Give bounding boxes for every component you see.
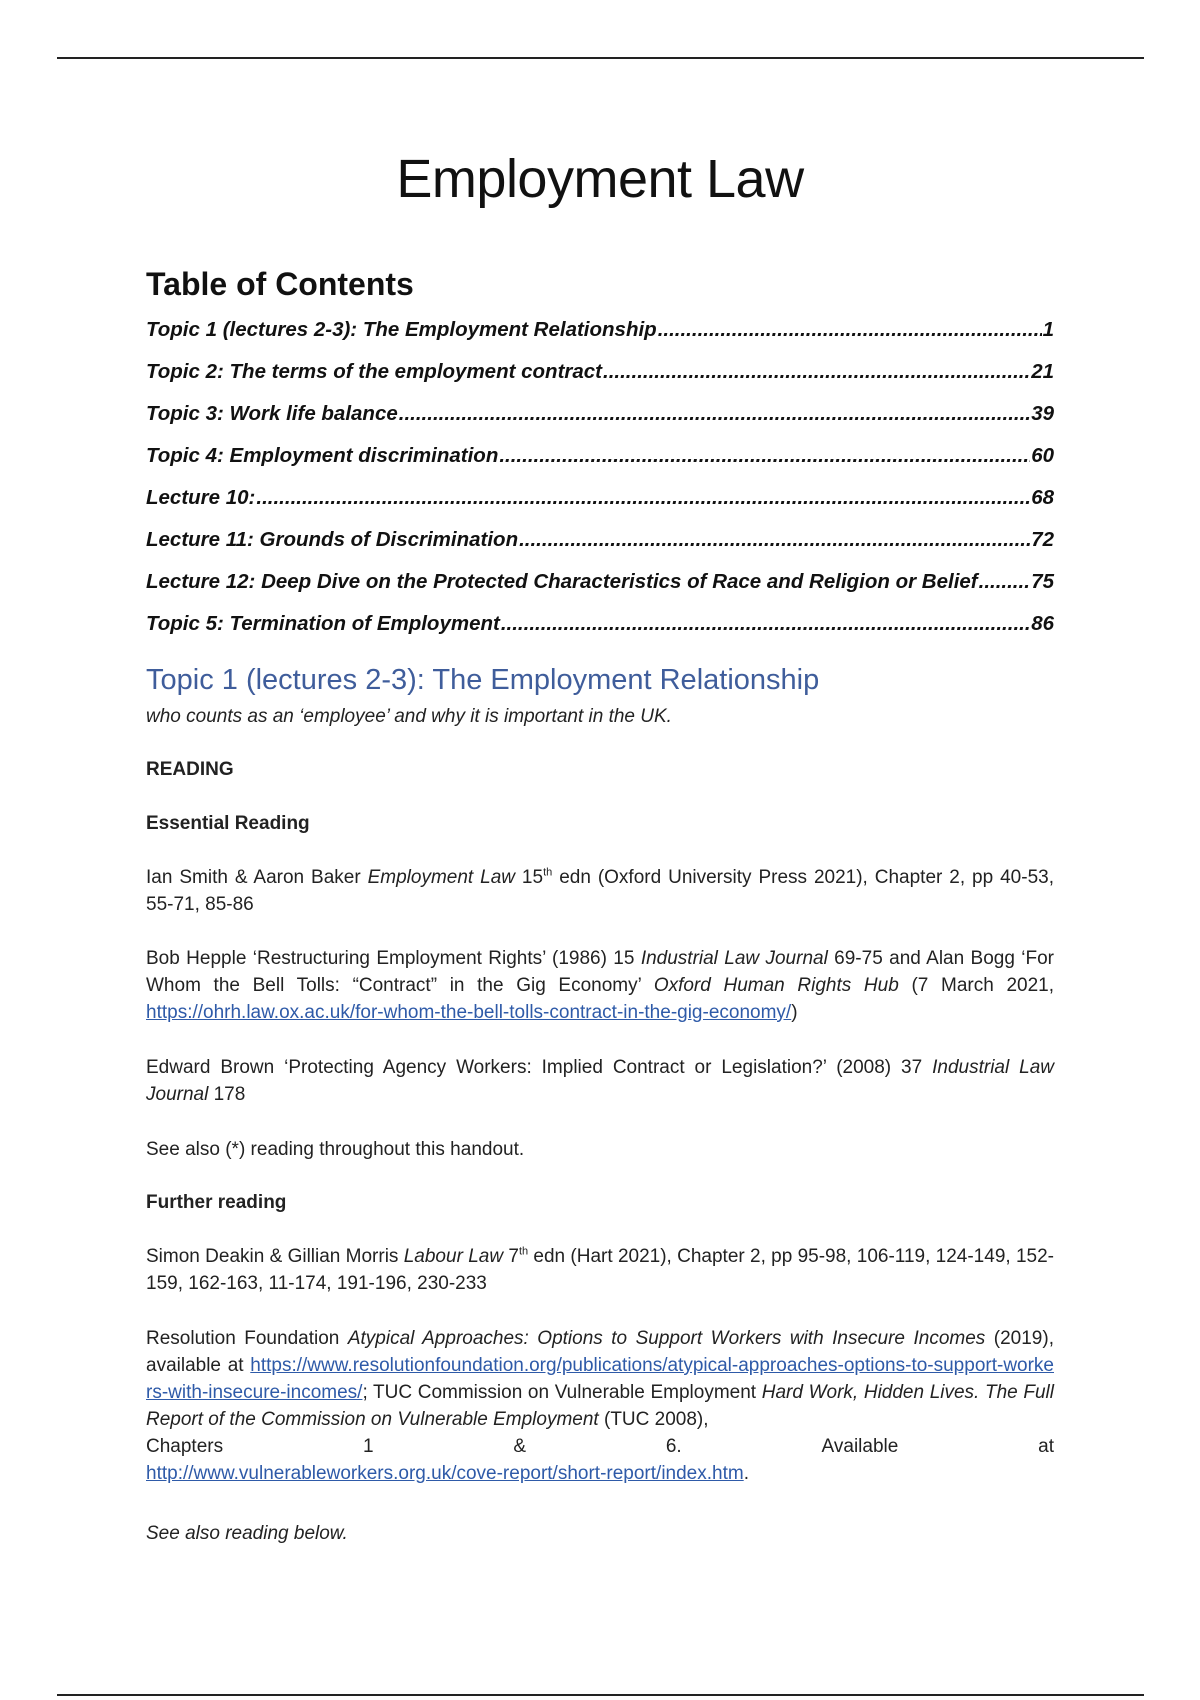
reference-smith-baker: Ian Smith & Aaron Baker Employment Law 15th edn (Oxford University Press 2021), Chapter 2, pp 40-53, 55-71, 85-86 xyxy=(146,866,1054,915)
table-of-contents xyxy=(146,318,1054,654)
toc-entry[interactable] xyxy=(146,486,1054,528)
toc-heading: Table of Contents xyxy=(146,266,414,302)
toc-entry-label: Lecture 10: xyxy=(146,486,256,509)
vulnerable-workers-link[interactable]: http://www.vulnerableworkers.org.uk/cove-report/short-report/index.htm xyxy=(146,1463,744,1484)
toc-entry-page: 39 xyxy=(1031,402,1054,425)
toc-entry-page: 86 xyxy=(1031,612,1054,635)
reference-resolution-tuc: Resolution Foundation Atypical Approaches: Options to Support Workers with Insecure Incomes (2019), available at https://www.resolutionfoundation.org/publications/atypical-approaches-options-to-support-workers-with-insecure-incomes/; TUC Commission on Vulnerable Employment Hard Work, Hidden Lives. The Full Report of the Commission on Vulnerable Employment (TUC 2008), Chapters 1 & 6. Available at http://www.vulnerableworkers.org.uk/cove-report/short-report/index.htm. xyxy=(146,1328,1054,1484)
toc-entry[interactable] xyxy=(146,612,1054,654)
reference-hepple-bogg: Bob Hepple ‘Restructuring Employment Rights’ (1986) 15 Industrial Law Journal 69-75 and Alan Bogg ‘For Whom the Bell Tolls: “Contract” in the Gig Economy’ Oxford Human Rights Hub (7 March 2021, https://ohrh.law.ox.ac.uk/for-whom-the-bell-tolls-contract-in-the-gig-economy/) xyxy=(146,948,1055,1023)
toc-entry-label: Lecture 11: Grounds of Discrimination xyxy=(146,528,519,551)
toc-leader xyxy=(399,402,1030,426)
chapters-line: Chapters 1 & 6. Available at xyxy=(146,1436,1054,1457)
section-heading: Topic 1 (lectures 2-3): The Employment Relationship xyxy=(146,664,820,696)
toc-entry[interactable] xyxy=(146,360,1054,402)
toc-entry-label: Lecture 12: Deep Dive on the Protected Characteristics of Race and Religion or Belief xyxy=(146,570,978,593)
footer-rule xyxy=(57,1694,1144,1696)
see-also-note: See also (*) reading throughout this handout. xyxy=(146,1139,525,1160)
document-title: Employment Law xyxy=(396,149,804,209)
toc-entry-page: 21 xyxy=(1031,360,1054,383)
toc-entry[interactable] xyxy=(146,570,1054,612)
toc-entry[interactable] xyxy=(146,402,1054,444)
section-subtitle: who counts as an ‘employee’ and why it is important in the UK. xyxy=(146,706,672,727)
toc-entry-label: Topic 4: Employment discrimination xyxy=(146,444,499,467)
essential-reading-label: Essential Reading xyxy=(146,813,310,834)
toc-entry-page: 68 xyxy=(1031,486,1054,509)
toc-entry[interactable] xyxy=(146,444,1054,486)
toc-leader xyxy=(499,444,1030,468)
ohrh-link[interactable]: https://ohrh.law.ox.ac.uk/for-whom-the-bell-tolls-contract-in-the-gig-economy/ xyxy=(146,1002,792,1023)
toc-leader xyxy=(501,612,1030,636)
further-reading-label: Further reading xyxy=(146,1192,287,1213)
toc-entry-label: Topic 3: Work life balance xyxy=(146,402,398,425)
reading-label: READING xyxy=(146,759,234,780)
see-also-below-note: See also reading below. xyxy=(146,1523,348,1544)
resolution-foundation-link[interactable]: https://www.resolutionfoundation.org/publications/atypical-approaches-options-to-support-workers-with-insecure-incomes/ xyxy=(146,1355,1054,1403)
toc-entry-label: Topic 2: The terms of the employment contract xyxy=(146,360,603,383)
toc-entry-label: Topic 1 (lectures 2-3): The Employment Relationship xyxy=(146,318,657,341)
toc-leader xyxy=(658,318,1042,342)
toc-entry-page: 72 xyxy=(1031,528,1054,551)
toc-leader xyxy=(979,570,1031,594)
toc-entry-page: 60 xyxy=(1031,444,1054,467)
reference-brown: Edward Brown ‘Protecting Agency Workers: Implied Contract or Legislation?’ (2008) 37 Industrial Law Journal 178 xyxy=(146,1057,1054,1105)
reference-deakin-morris: Simon Deakin & Gillian Morris Labour Law 7th edn (Hart 2021), Chapter 2, pp 95-98, 106-119, 124-149, 152-159, 162-163, 11-174, 191-196, 230-233 xyxy=(146,1245,1054,1294)
toc-entry-page: 75 xyxy=(1031,570,1054,593)
toc-leader xyxy=(603,360,1030,384)
toc-leader xyxy=(519,528,1030,552)
header-rule xyxy=(57,57,1144,59)
toc-entry[interactable] xyxy=(146,318,1054,360)
toc-entry-label: Topic 5: Termination of Employment xyxy=(146,612,500,635)
toc-entry-page: 1 xyxy=(1042,318,1054,341)
toc-leader xyxy=(256,486,1030,510)
toc-entry[interactable] xyxy=(146,528,1054,570)
